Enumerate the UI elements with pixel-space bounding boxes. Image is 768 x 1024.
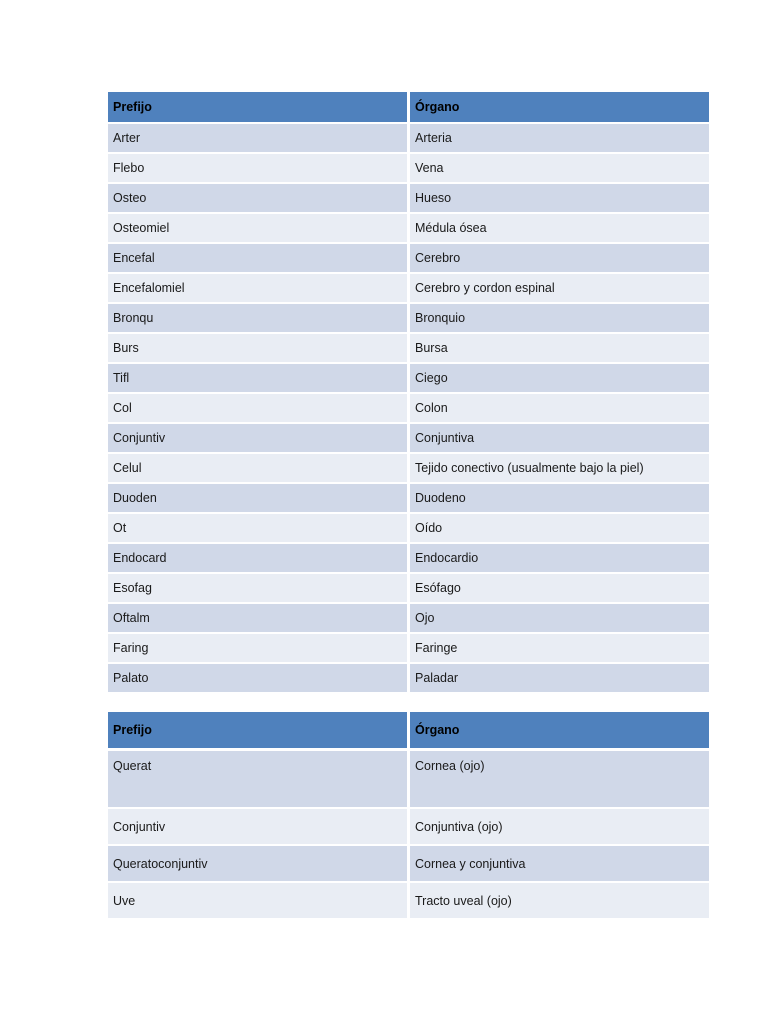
cell-prefijo: Conjuntiv <box>108 809 407 844</box>
cell-organo: Endocardio <box>410 544 709 572</box>
table-row <box>108 154 709 182</box>
cell-organo: Cerebro y cordon espinal <box>410 274 709 302</box>
cell-prefijo: Tifl <box>108 364 407 392</box>
cell-organo: Paladar <box>410 664 709 692</box>
cell-organo: Conjuntiva (ojo) <box>410 809 709 844</box>
header-prefijo: Prefijo <box>108 712 407 748</box>
cell-prefijo: Esofag <box>108 574 407 602</box>
table-row <box>108 394 709 422</box>
table-row <box>108 544 709 572</box>
cell-organo: Arteria <box>410 124 709 152</box>
header-organo: Órgano <box>410 92 709 122</box>
table-row <box>108 809 709 844</box>
table-row <box>108 883 709 918</box>
cell-organo: Esófago <box>410 574 709 602</box>
table-row <box>108 124 709 152</box>
table-row <box>108 846 709 881</box>
table-row <box>108 634 709 662</box>
cell-prefijo: Oftalm <box>108 604 407 632</box>
cell-organo: Tracto uveal (ojo) <box>410 883 709 918</box>
cell-prefijo: Osteomiel <box>108 214 407 242</box>
table-row <box>108 214 709 242</box>
cell-organo: Ojo <box>410 604 709 632</box>
cell-organo: Bursa <box>410 334 709 362</box>
cell-organo: Médula ósea <box>410 214 709 242</box>
table-row <box>108 274 709 302</box>
cell-prefijo: Flebo <box>108 154 407 182</box>
cell-prefijo: Encefalomiel <box>108 274 407 302</box>
cell-prefijo: Col <box>108 394 407 422</box>
cell-organo: Duodeno <box>410 484 709 512</box>
table-row <box>108 304 709 332</box>
table-row <box>108 184 709 212</box>
cell-organo: Tejido conectivo (usualmente bajo la piel) <box>410 454 709 482</box>
cell-organo: Colon <box>410 394 709 422</box>
cell-organo: Cornea (ojo) <box>410 751 709 807</box>
cell-prefijo: Celul <box>108 454 407 482</box>
cell-organo: Hueso <box>410 184 709 212</box>
table-header-row <box>108 712 709 748</box>
header-organo: Órgano <box>410 712 709 748</box>
cell-organo: Faringe <box>410 634 709 662</box>
table-row <box>108 244 709 272</box>
cell-prefijo: Encefal <box>108 244 407 272</box>
cell-organo: Cornea y conjuntiva <box>410 846 709 881</box>
cell-prefijo: Conjuntiv <box>108 424 407 452</box>
cell-prefijo: Burs <box>108 334 407 362</box>
cell-prefijo: Queratoconjuntiv <box>108 846 407 881</box>
cell-prefijo: Arter <box>108 124 407 152</box>
header-prefijo: Prefijo <box>108 92 407 122</box>
prefix-table-2 <box>108 712 709 920</box>
cell-organo: Conjuntiva <box>410 424 709 452</box>
table-row <box>108 664 709 692</box>
table-row <box>108 334 709 362</box>
table-row <box>108 484 709 512</box>
cell-organo: Cerebro <box>410 244 709 272</box>
cell-organo: Bronquio <box>410 304 709 332</box>
table-row <box>108 751 709 807</box>
cell-prefijo: Faring <box>108 634 407 662</box>
cell-prefijo: Bronqu <box>108 304 407 332</box>
cell-prefijo: Osteo <box>108 184 407 212</box>
table-row <box>108 364 709 392</box>
table-header-row <box>108 92 709 122</box>
table-row <box>108 424 709 452</box>
table-row <box>108 514 709 542</box>
cell-prefijo: Uve <box>108 883 407 918</box>
prefix-table-1 <box>108 92 709 694</box>
table-row <box>108 454 709 482</box>
cell-organo: Ciego <box>410 364 709 392</box>
table-row <box>108 604 709 632</box>
cell-organo: Vena <box>410 154 709 182</box>
cell-prefijo: Querat <box>108 751 407 807</box>
cell-prefijo: Endocard <box>108 544 407 572</box>
cell-prefijo: Duoden <box>108 484 407 512</box>
cell-prefijo: Ot <box>108 514 407 542</box>
table-row <box>108 574 709 602</box>
cell-prefijo: Palato <box>108 664 407 692</box>
cell-organo: Oído <box>410 514 709 542</box>
